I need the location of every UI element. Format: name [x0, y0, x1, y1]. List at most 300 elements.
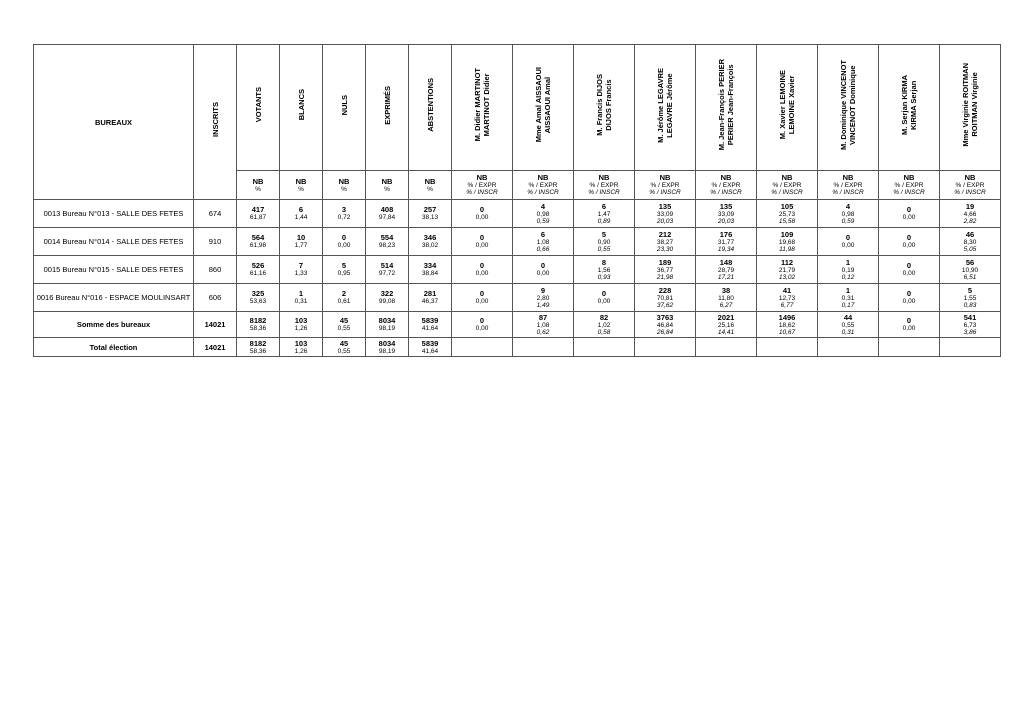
candidate-pct-inscr: 0,62	[536, 328, 550, 336]
sum-label: Somme des bureaux	[34, 312, 194, 338]
stat-percent: 41,64	[421, 347, 439, 355]
candidate-pct-expr: 0,00	[475, 270, 489, 277]
stat-cell	[323, 338, 366, 357]
exprimes-header-label: EXPRIMÉS	[382, 85, 392, 125]
candidate-votes: 541	[963, 312, 977, 322]
candidate-pct-expr: 2,80	[536, 294, 550, 302]
candidate-name-line2: KIRMA Serjan	[909, 80, 918, 130]
stat-percent: 1,44	[294, 214, 308, 221]
candidate-pct-expr: 28,79	[717, 266, 735, 274]
candidate-name-line1: M. Jérôme LEGAVRE	[656, 67, 665, 143]
stat-value: 0	[341, 233, 347, 242]
stat-value: 1	[298, 289, 304, 298]
candidate-cell	[696, 284, 757, 312]
candidate-cell	[757, 228, 818, 256]
candidate-name-line1: M. Dominique VINCENOT	[839, 60, 848, 150]
candidate-cell	[574, 312, 635, 338]
bureau-label: 0015 Bureau N°015 - SALLE DES FETES	[34, 256, 194, 284]
candidate-cell	[452, 312, 513, 338]
candidate-name	[900, 75, 918, 135]
candidate-name-line2: MARTINOT Didier	[482, 73, 491, 137]
candidate-cell	[940, 284, 1001, 312]
candidate-name-line2: DIJOS Francis	[604, 79, 613, 131]
candidate-cell	[696, 256, 757, 284]
candidate-pct-expr: 38,27	[656, 238, 674, 246]
candidate-cell	[757, 284, 818, 312]
unit-cell	[280, 171, 323, 200]
stat-percent: 97,84	[378, 214, 396, 221]
unit-cell	[452, 171, 513, 200]
total-inscrits: 14021	[194, 338, 237, 357]
candidate-pct-expr: 8,30	[963, 238, 977, 246]
inscrits-header-label: INSCRITS	[210, 101, 220, 137]
candidate-cell	[818, 256, 879, 284]
stat-value: 281	[423, 289, 437, 298]
candidate-pct-inscr: 0,83	[963, 301, 977, 309]
stat-percent: 98,19	[378, 347, 396, 355]
stat-value: 554	[380, 233, 394, 242]
stat-cell	[237, 284, 280, 312]
stat-cell	[409, 312, 452, 338]
candidate-votes: 176	[719, 229, 733, 239]
unit-expr: % / EXPR	[772, 182, 802, 189]
unit-nb: NB	[295, 176, 307, 186]
unit-nb: NB	[252, 176, 264, 186]
candidate-name	[595, 74, 613, 136]
candidate-cell	[513, 256, 574, 284]
candidate-votes: 46	[965, 229, 975, 239]
candidate-cell	[513, 284, 574, 312]
stat-cell	[280, 256, 323, 284]
candidate-pct-expr: 0,98	[536, 210, 550, 218]
bureaux-header: BUREAUX	[34, 45, 194, 200]
candidate-name-line1: Mme Amal AISSAOUI	[534, 67, 543, 143]
empty-cell	[452, 338, 513, 357]
candidate-pct-expr: 1,47	[597, 210, 611, 218]
candidate-cell	[696, 228, 757, 256]
candidate-name	[778, 70, 796, 139]
stat-value: 5839	[421, 316, 439, 325]
candidate-name-line1: M. Serjan KIRMA	[900, 74, 909, 135]
stat-value: 322	[380, 289, 394, 298]
candidate-cell	[940, 256, 1001, 284]
stat-percent: 58,36	[249, 347, 267, 355]
stat-percent: 0,31	[294, 298, 308, 305]
candidate-cell	[696, 312, 757, 338]
candidate-pct-inscr: 13,02	[778, 273, 796, 281]
stat-value: 7	[298, 261, 304, 270]
unit-expr: % / EXPR	[589, 182, 619, 189]
candidate-cell	[574, 284, 635, 312]
candidate-pct-expr: 6,73	[963, 321, 977, 329]
unit-cell	[409, 171, 452, 200]
sum-row	[34, 312, 1001, 338]
sum-inscrits: 14021	[194, 312, 237, 338]
bureau-inscrits: 606	[194, 284, 237, 312]
candidate-pct-inscr: 0,31	[841, 328, 855, 336]
candidate-cell	[818, 284, 879, 312]
candidate-pct-inscr: 3,86	[963, 328, 977, 336]
empty-cell	[513, 338, 574, 357]
stat-cell	[323, 284, 366, 312]
unit-pct: %	[255, 185, 261, 193]
candidate-pct-expr: 0,00	[902, 214, 916, 221]
candidate-cell	[452, 256, 513, 284]
candidate-name-line1: M. Jean-François PERIER	[717, 59, 726, 151]
candidate-votes: 82	[599, 312, 609, 322]
candidate-pct-expr: 1,56	[597, 266, 611, 274]
abstentions-header-label: ABSTENTIONS	[425, 78, 435, 132]
stat-cell	[409, 200, 452, 228]
unit-expr: % / EXPR	[833, 182, 863, 189]
candidate-name	[961, 63, 979, 147]
candidate-header	[757, 45, 818, 171]
stat-value: 325	[251, 289, 265, 298]
stat-percent: 0,61	[337, 298, 351, 305]
stat-percent: 38,84	[421, 270, 439, 277]
candidate-pct-expr: 0,00	[902, 298, 916, 305]
stat-value: 103	[294, 316, 308, 325]
candidate-cell	[635, 284, 696, 312]
candidate-cell	[513, 312, 574, 338]
candidate-cell	[574, 256, 635, 284]
candidate-pct-expr: 0,55	[841, 321, 855, 329]
candidate-votes: 189	[658, 257, 672, 267]
candidate-cell	[513, 200, 574, 228]
bureau-row	[34, 284, 1001, 312]
candidate-pct-inscr: 0,55	[597, 245, 611, 253]
stat-percent: 1,77	[294, 242, 308, 249]
candidate-name-line2: LEGAVRE Jérôme	[665, 72, 674, 138]
unit-inscr: % / INSCR	[832, 189, 864, 196]
candidate-header	[879, 45, 940, 171]
candidate-cell	[635, 228, 696, 256]
candidate-pct-expr: 10,90	[961, 266, 979, 274]
stat-percent: 61,16	[249, 270, 267, 277]
candidate-votes: 135	[658, 201, 672, 211]
stat-value: 103	[294, 338, 308, 348]
stat-value: 5839	[421, 338, 439, 348]
stat-value: 408	[380, 205, 394, 214]
bureau-row	[34, 228, 1001, 256]
stat-cell	[366, 284, 409, 312]
candidate-pct-inscr: 23,30	[656, 245, 674, 253]
candidate-pct-expr: 12,73	[778, 294, 796, 302]
candidate-pct-expr: 1,08	[536, 238, 550, 246]
stat-percent: 41,64	[421, 325, 439, 332]
unit-nb: NB	[476, 173, 488, 182]
candidate-pct-inscr: 15,58	[778, 217, 796, 225]
stat-value: 2	[341, 289, 347, 298]
candidate-votes: 109	[780, 229, 794, 239]
candidate-pct-expr: 0,00	[475, 298, 489, 305]
candidate-pct-expr: 46,84	[656, 321, 674, 329]
stat-value: 564	[251, 233, 265, 242]
candidate-pct-inscr: 37,62	[656, 301, 674, 309]
candidate-votes: 0	[479, 233, 485, 242]
unit-cell	[879, 171, 940, 200]
stat-percent: 98,23	[378, 242, 396, 249]
candidate-cell	[574, 200, 635, 228]
stat-value: 8182	[249, 316, 267, 325]
bureau-label: 0014 Bureau N°014 - SALLE DES FETES	[34, 228, 194, 256]
unit-pct: %	[384, 185, 390, 193]
candidate-cell	[818, 228, 879, 256]
stat-percent: 1,26	[294, 325, 308, 332]
candidate-pct-expr: 0,00	[597, 298, 611, 305]
candidate-votes: 4	[540, 201, 546, 211]
candidate-cell	[940, 228, 1001, 256]
stat-percent: 1,33	[294, 270, 308, 277]
stat-percent: 0,55	[337, 325, 351, 332]
empty-cell	[879, 338, 940, 357]
unit-inscr: % / INSCR	[954, 189, 986, 196]
candidate-pct-expr: 0,00	[841, 242, 855, 249]
candidate-name	[534, 67, 552, 142]
candidate-votes: 0	[906, 316, 912, 325]
candidate-cell	[757, 256, 818, 284]
candidate-cell	[696, 200, 757, 228]
stat-percent: 97,72	[378, 270, 396, 277]
unit-expr: % / EXPR	[711, 182, 741, 189]
unit-expr: % / EXPR	[528, 182, 558, 189]
stat-value: 45	[339, 316, 349, 325]
stat-percent: 38,02	[421, 242, 439, 249]
candidate-votes: 2021	[717, 312, 735, 322]
bureau-inscrits: 910	[194, 228, 237, 256]
candidate-votes: 41	[782, 285, 792, 295]
unit-pct: %	[298, 185, 304, 193]
stat-cell	[323, 312, 366, 338]
candidate-cell	[818, 312, 879, 338]
candidate-pct-inscr: 1,49	[536, 301, 550, 309]
unit-expr: % / EXPR	[467, 182, 497, 189]
stat-value: 5	[341, 261, 347, 270]
votants-header-label: VOTANTS	[253, 87, 263, 123]
candidate-pct-inscr: 0,59	[536, 217, 550, 225]
candidate-votes: 56	[965, 257, 975, 267]
candidate-pct-expr: 70,81	[656, 294, 674, 302]
candidate-pct-inscr: 14,41	[717, 328, 735, 336]
candidate-pct-expr: 25,73	[778, 210, 796, 218]
stat-cell	[237, 312, 280, 338]
stat-cell	[409, 338, 452, 357]
candidate-pct-inscr: 6,51	[963, 273, 977, 281]
candidate-cell	[635, 312, 696, 338]
unit-nb: NB	[598, 173, 610, 182]
candidate-votes: 8	[601, 257, 607, 267]
candidate-votes: 0	[601, 289, 607, 298]
stat-cell	[409, 284, 452, 312]
stat-value: 10	[296, 233, 306, 242]
stat-cell	[323, 200, 366, 228]
candidate-header	[635, 45, 696, 171]
unit-nb: NB	[964, 173, 976, 182]
stat-cell	[237, 200, 280, 228]
bureau-row	[34, 256, 1001, 284]
candidate-pct-expr: 0,00	[902, 270, 916, 277]
candidate-pct-expr: 31,77	[717, 238, 735, 246]
candidate-pct-expr: 21,79	[778, 266, 796, 274]
candidate-cell	[879, 200, 940, 228]
candidate-pct-inscr: 20,03	[656, 217, 674, 225]
stat-cell	[280, 338, 323, 357]
candidate-pct-expr: 0,90	[597, 238, 611, 246]
candidate-pct-inscr: 21,98	[656, 273, 674, 281]
candidate-cell	[940, 200, 1001, 228]
stat-cell	[409, 256, 452, 284]
stat-cell	[237, 228, 280, 256]
candidate-votes: 212	[658, 229, 672, 239]
bureau-label: 0016 Bureau N°016 - ESPACE MOULINSART	[34, 284, 194, 312]
unit-inscr: % / INSCR	[649, 189, 681, 196]
candidate-cell	[574, 228, 635, 256]
candidate-votes: 19	[965, 201, 975, 211]
stat-value: 514	[380, 261, 394, 270]
stat-percent: 0,95	[337, 270, 351, 277]
unit-nb: NB	[537, 173, 549, 182]
stat-cell	[366, 200, 409, 228]
candidate-pct-expr: 1,55	[963, 294, 977, 302]
candidate-pct-expr: 0,00	[475, 214, 489, 221]
candidate-cell	[879, 256, 940, 284]
candidate-name-line2: ROITMAN Virginie	[970, 72, 979, 138]
stat-percent: 61,87	[249, 214, 267, 221]
unit-inscr: % / INSCR	[466, 189, 498, 196]
candidate-pct-inscr: 17,21	[717, 273, 735, 281]
candidate-votes: 5	[967, 285, 973, 295]
blancs-header-label: BLANCS	[296, 89, 306, 121]
candidate-pct-inscr: 0,59	[841, 217, 855, 225]
stat-cell	[323, 228, 366, 256]
candidate-header	[940, 45, 1001, 171]
unit-cell	[757, 171, 818, 200]
stat-cell	[366, 256, 409, 284]
empty-cell	[940, 338, 1001, 357]
candidate-pct-expr: 19,68	[778, 238, 796, 246]
stat-percent: 99,08	[378, 298, 396, 305]
candidate-pct-inscr: 0,12	[841, 273, 855, 281]
unit-cell	[940, 171, 1001, 200]
candidate-pct-expr: 1,08	[536, 321, 550, 329]
stat-percent: 46,37	[421, 298, 439, 305]
candidate-name-line2: VINCENOT Dominique	[848, 65, 857, 145]
candidate-pct-inscr: 2,82	[963, 217, 977, 225]
candidate-name-line1: M. Xavier LEMOINE	[778, 70, 787, 140]
unit-cell	[574, 171, 635, 200]
candidate-pct-inscr: 0,93	[597, 273, 611, 281]
stat-percent: 98,19	[378, 325, 396, 332]
stat-value: 8034	[378, 338, 396, 348]
blancs-header	[280, 45, 323, 171]
unit-cell	[366, 171, 409, 200]
candidate-votes: 6	[601, 201, 607, 211]
candidate-pct-inscr: 6,77	[780, 301, 794, 309]
nuls-header	[323, 45, 366, 171]
bureau-inscrits: 674	[194, 200, 237, 228]
candidate-pct-inscr: 0,89	[597, 217, 611, 225]
stat-cell	[237, 338, 280, 357]
stat-value: 8034	[378, 316, 396, 325]
empty-cell	[696, 338, 757, 357]
candidate-pct-inscr: 0,66	[536, 245, 550, 253]
candidate-pct-inscr: 26,84	[656, 328, 674, 336]
unit-expr: % / EXPR	[894, 182, 924, 189]
candidate-votes: 112	[780, 257, 794, 267]
stat-value: 334	[423, 261, 437, 270]
unit-nb: NB	[903, 173, 915, 182]
stat-value: 257	[423, 205, 437, 214]
candidate-votes: 0	[906, 205, 912, 214]
unit-inscr: % / INSCR	[588, 189, 620, 196]
candidate-header	[818, 45, 879, 171]
candidate-pct-expr: 33,09	[656, 210, 674, 218]
stat-cell	[280, 228, 323, 256]
candidate-cell	[940, 312, 1001, 338]
unit-expr: % / EXPR	[650, 182, 680, 189]
empty-cell	[757, 338, 818, 357]
candidate-header	[513, 45, 574, 171]
unit-nb: NB	[720, 173, 732, 182]
stat-percent: 0,55	[337, 347, 351, 355]
candidate-pct-expr: 0,00	[902, 242, 916, 249]
candidate-votes: 4	[845, 201, 851, 211]
candidate-pct-inscr: 6,27	[719, 301, 733, 309]
stat-cell	[323, 256, 366, 284]
candidate-name	[473, 68, 491, 141]
stat-value: 3	[341, 205, 347, 214]
candidate-pct-inscr: 10,67	[778, 328, 796, 336]
candidate-votes: 38	[721, 285, 731, 295]
candidate-votes: 1496	[778, 312, 796, 322]
candidate-cell	[757, 200, 818, 228]
unit-nb: NB	[424, 176, 436, 186]
inscrits-header	[194, 45, 237, 200]
total-row	[34, 338, 1001, 357]
unit-inscr: % / INSCR	[527, 189, 559, 196]
candidate-votes: 6	[540, 229, 546, 239]
candidate-cell	[452, 284, 513, 312]
candidate-votes: 1	[845, 257, 851, 267]
unit-inscr: % / INSCR	[893, 189, 925, 196]
candidate-pct-inscr: 20,03	[717, 217, 735, 225]
candidate-name-line2: PERIER Jean-François	[726, 64, 735, 146]
candidate-votes: 0	[479, 261, 485, 270]
candidate-name	[839, 60, 857, 150]
candidate-pct-expr: 0,98	[841, 210, 855, 218]
bureau-label: 0013 Bureau N°013 - SALLE DES FETES	[34, 200, 194, 228]
stat-value: 417	[251, 205, 265, 214]
candidate-pct-inscr: 5,05	[963, 245, 977, 253]
candidate-name-line1: M. Francis DIJOS	[595, 74, 604, 136]
candidate-pct-expr: 1,02	[597, 321, 611, 329]
exprimes-header	[366, 45, 409, 171]
stat-cell	[280, 312, 323, 338]
unit-cell	[513, 171, 574, 200]
candidate-name-line2: LEMOINE Xavier	[787, 75, 796, 135]
stat-cell	[366, 312, 409, 338]
candidate-pct-inscr: 11,98	[779, 245, 795, 253]
candidate-cell	[452, 200, 513, 228]
candidate-votes: 148	[719, 257, 733, 267]
candidate-pct-expr: 25,16	[717, 321, 735, 329]
candidate-pct-expr: 0,00	[536, 270, 550, 277]
unit-expr: % / EXPR	[955, 182, 985, 189]
candidate-votes: 3763	[656, 312, 674, 322]
candidate-pct-expr: 0,19	[841, 266, 855, 274]
unit-cell	[818, 171, 879, 200]
candidate-header	[452, 45, 513, 171]
